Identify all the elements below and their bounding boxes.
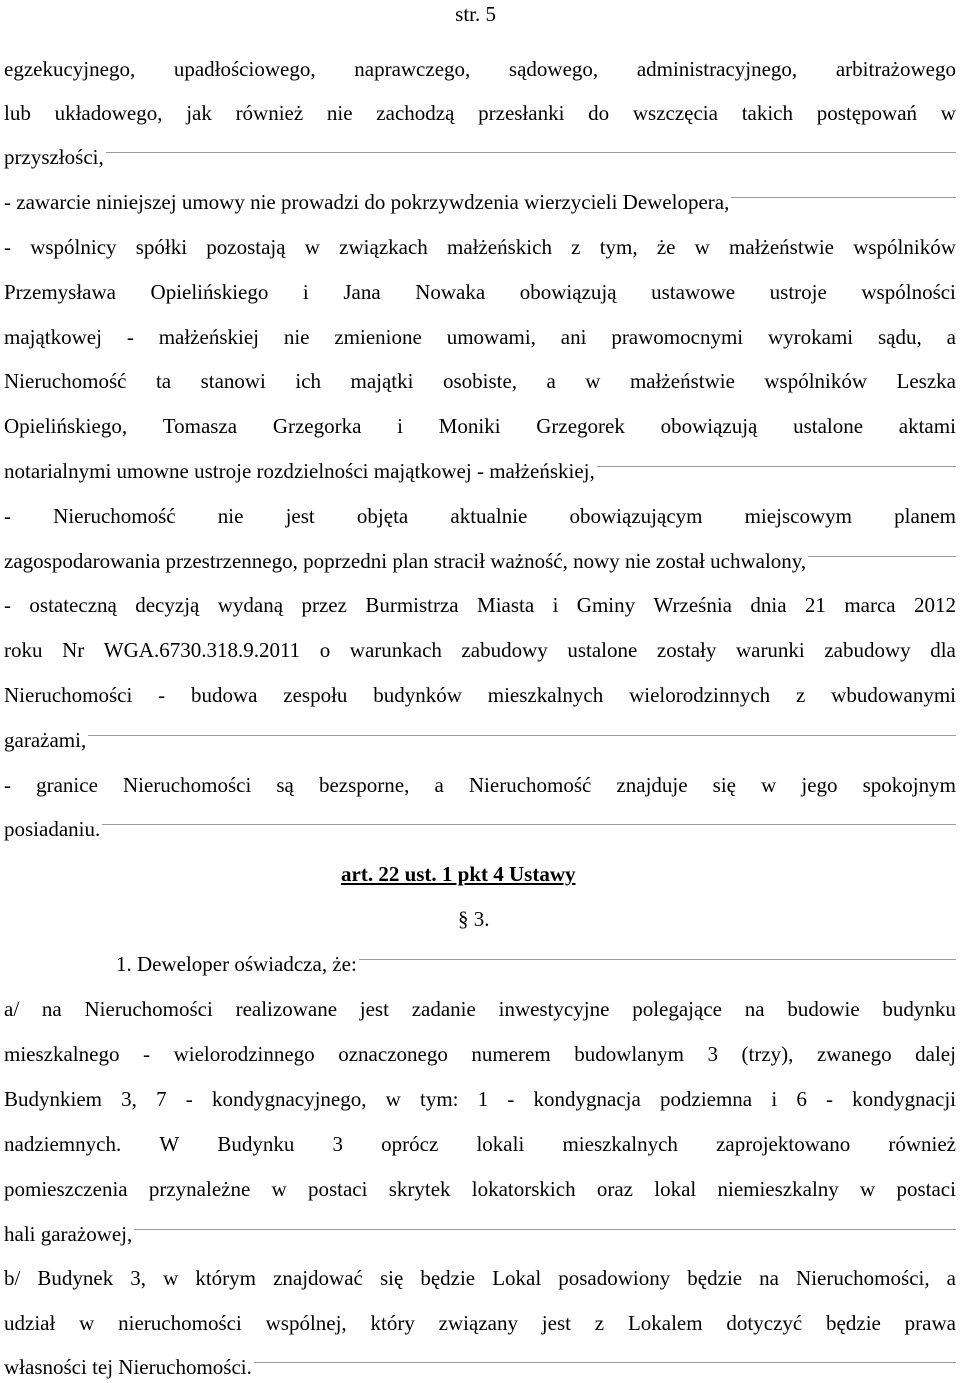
word: egzekucyjnego, (4, 57, 136, 81)
word: WGA.6730.318.9.2011 (103, 638, 301, 662)
fill-rule (597, 466, 956, 467)
word: roku (4, 638, 43, 662)
word: oprócz (381, 1132, 439, 1156)
text-line (4, 680, 956, 710)
text-line-content: 1. Deweloper oświadcza, że: (116, 952, 357, 976)
word: polegające (632, 997, 722, 1021)
word: w (385, 1087, 401, 1111)
word: 3 (707, 1042, 718, 1066)
word: a (946, 1266, 956, 1290)
text-line (4, 1129, 956, 1159)
word: lub (4, 101, 31, 125)
word: się (712, 773, 736, 797)
text-line (4, 501, 956, 531)
word: obowiązują (519, 280, 617, 304)
word: niemieszkalny (717, 1177, 839, 1201)
word: będzie (420, 1266, 476, 1290)
text-line (4, 994, 956, 1024)
word: i (771, 1087, 778, 1111)
word: pozostają (206, 235, 286, 259)
word: 7 (156, 1087, 167, 1111)
word: w (163, 1266, 179, 1290)
text-line-content: przyszłości, (4, 145, 104, 169)
word: Opielińskiego, (4, 414, 128, 438)
word: Grzegorka (272, 414, 362, 438)
word: nie (326, 101, 353, 125)
word: Grzegorek (536, 414, 625, 438)
word: Leszka (896, 369, 956, 393)
word: numerem (471, 1042, 551, 1066)
word: na (759, 1266, 779, 1290)
word: i (552, 593, 559, 617)
word: kondygnacji (852, 1087, 956, 1111)
word: że (656, 235, 676, 259)
word: Tomasza (162, 414, 238, 438)
word: małżeństwie (729, 235, 835, 259)
text-line (4, 54, 956, 84)
word: nadziemnych. (4, 1132, 122, 1156)
word: ostateczną (29, 593, 117, 617)
word: się (379, 1266, 404, 1290)
word: wszczęcia (632, 101, 718, 125)
text-line (4, 142, 956, 172)
text-line-content: garażami, (4, 728, 87, 752)
text-line (4, 366, 956, 396)
word: ta (155, 369, 172, 393)
word: w (304, 235, 320, 259)
word: - (826, 1087, 833, 1111)
word: w (761, 773, 777, 797)
word: związkach (339, 235, 428, 259)
word: - (507, 1087, 515, 1111)
word: w (79, 1311, 95, 1335)
word: - (158, 683, 166, 707)
text-line-content: notarialnymi umowne ustroje rozdzielności majątkowej - małżeńskiej, (4, 459, 595, 483)
word: obowiązują (660, 414, 758, 438)
word: wspólnicy (30, 235, 117, 259)
word: naprawczego, (354, 57, 471, 81)
word: budynku (882, 997, 956, 1021)
word: (trzy), (741, 1042, 794, 1066)
word: zaprojektowano (716, 1132, 851, 1156)
word: miejscowym (744, 504, 852, 528)
word: a (946, 325, 956, 349)
word: wspólników (853, 235, 956, 259)
word: postaci (896, 1177, 956, 1201)
word: warunkach (349, 638, 442, 662)
text-line (4, 411, 956, 441)
text-line (4, 232, 956, 262)
word: zostały (656, 638, 717, 662)
word: ich (295, 369, 322, 393)
word: podziemna (660, 1087, 753, 1111)
word: wspólnej, (265, 1311, 347, 1335)
word: 3, (121, 1087, 137, 1111)
text-line (4, 98, 956, 128)
text-line (4, 1039, 956, 1069)
word: tym, (599, 235, 638, 259)
word: na (744, 997, 765, 1021)
word: obowiązującym (569, 504, 703, 528)
word: b/ (4, 1266, 21, 1290)
word: Lokal (492, 1266, 542, 1290)
text-line (116, 949, 956, 979)
fill-rule (106, 152, 956, 153)
text-line (4, 770, 956, 800)
word: w (694, 235, 710, 259)
word: lokal (654, 1177, 697, 1201)
text-line (4, 1352, 956, 1382)
word: wielorodzinnych (629, 683, 771, 707)
word: postępowań (816, 101, 918, 125)
word: Września (653, 593, 732, 617)
word: - (4, 593, 11, 617)
text-line (4, 725, 956, 755)
word: budowlanym (574, 1042, 684, 1066)
fill-rule (808, 556, 956, 557)
word: jest (285, 504, 315, 528)
word: z (594, 1311, 605, 1335)
word: 6 (796, 1087, 807, 1111)
text-line-content: posiadaniu. (4, 817, 101, 841)
word: znajdować (273, 1266, 363, 1290)
word: i (302, 280, 309, 304)
word: 21 (804, 593, 826, 617)
word: spółki (135, 235, 188, 259)
word: ustalone (567, 638, 638, 662)
word: jak (186, 101, 212, 125)
text-line (4, 187, 956, 217)
word: z (796, 683, 806, 707)
word: a (546, 369, 556, 393)
word: dalej (915, 1042, 956, 1066)
word: wspólników (764, 369, 868, 393)
word: 2012 (914, 593, 956, 617)
word: dnia (750, 593, 787, 617)
word: majątkowej (4, 325, 102, 349)
word: również (888, 1132, 956, 1156)
word: realizowane (235, 997, 338, 1021)
word: będzie (826, 1311, 881, 1335)
word: nieruchomości (118, 1311, 242, 1335)
word: inwestycyjne (498, 997, 610, 1021)
word: wyrokami (767, 325, 854, 349)
word: posadowiony (558, 1266, 671, 1290)
word: lokatorskich (471, 1177, 576, 1201)
word: kondygnacja (533, 1087, 641, 1111)
word: oraz (596, 1177, 633, 1201)
word: planem (894, 504, 956, 528)
word: budowa (190, 683, 258, 707)
fill-rule (254, 1362, 956, 1363)
word: związany (438, 1311, 518, 1335)
fill-rule (102, 824, 956, 825)
word: znajduje (616, 773, 688, 797)
word: warunki (735, 638, 805, 662)
word: w (585, 369, 601, 393)
text-line-content: własności tej Nieruchomości. (4, 1355, 252, 1379)
word: przez (301, 593, 347, 617)
word: mieszkalnego (4, 1042, 120, 1066)
word: mieszkalnych (487, 683, 604, 707)
word: arbitrażowego (835, 57, 956, 81)
word: Nieruchomości, (796, 1266, 930, 1290)
text-line (4, 1263, 956, 1293)
word: ustawowe (651, 280, 736, 304)
word: postaci (307, 1177, 368, 1201)
word: Przemysława (4, 280, 116, 304)
word: do (588, 101, 610, 125)
word: Nowaka (415, 280, 486, 304)
word: administracyjnego, (636, 57, 798, 81)
fill-rule (134, 1229, 956, 1230)
word: jest (541, 1311, 571, 1335)
text-line (4, 814, 956, 844)
word: Moniki (438, 414, 501, 438)
fill-rule (359, 959, 956, 960)
word: umowami, (446, 325, 536, 349)
word: Nieruchomość (4, 369, 127, 393)
word: kondygnacyjnego, (211, 1087, 367, 1111)
fill-rule (88, 735, 956, 736)
word: bezsporne, (318, 773, 410, 797)
word: 3, (130, 1266, 147, 1290)
word: będzie (687, 1266, 743, 1290)
word: prawomocnymi (611, 325, 744, 349)
word: Budynek (37, 1266, 114, 1290)
text-line-content: zagospodarowania przestrzennego, poprzedni plan stracił ważność, nowy nie został uchwalony, (4, 549, 807, 573)
word: zabudowy (824, 638, 911, 662)
text-line (4, 1084, 956, 1114)
text-line (4, 546, 956, 576)
word: Budynku (217, 1132, 295, 1156)
text-line (4, 277, 956, 307)
word: zespołu (283, 683, 348, 707)
text-line-content: hali garażowej, (4, 1222, 133, 1246)
word: układowego, (54, 101, 163, 125)
text-line (4, 590, 956, 620)
word: zmienione (334, 325, 422, 349)
word: małżeńskich (446, 235, 552, 259)
word: ustroje (769, 280, 827, 304)
word: w (271, 1177, 287, 1201)
word: majątki (350, 369, 414, 393)
word: objęta (356, 504, 409, 528)
word: nie (217, 504, 244, 528)
word: zachodzą (376, 101, 455, 125)
word: aktualnie (450, 504, 528, 528)
word: decyzją (135, 593, 200, 617)
word: Nieruchomości (122, 773, 252, 797)
word: na (41, 997, 62, 1021)
word: Miasta (477, 593, 535, 617)
word: udział (4, 1311, 56, 1335)
text-line (4, 456, 956, 486)
word: przynależne (148, 1177, 251, 1201)
word: są (276, 773, 294, 797)
word: prawa (904, 1311, 956, 1335)
word: którym (195, 1266, 257, 1290)
word: zwanego (816, 1042, 892, 1066)
word: sądu, (878, 325, 922, 349)
word: małżeńskiej (158, 325, 259, 349)
word: Lokalem (627, 1311, 703, 1335)
text-line (4, 322, 956, 352)
word: dotyczyć (726, 1311, 803, 1335)
word: oznaczonego (338, 1042, 448, 1066)
word: wydaną (217, 593, 284, 617)
fill-rule (731, 197, 956, 198)
word: jest (359, 997, 389, 1021)
word: Nieruchomość (468, 773, 592, 797)
text-line (4, 635, 956, 665)
word: a (434, 773, 444, 797)
word: Opielińskiego (150, 280, 269, 304)
article-heading: art. 22 ust. 1 pkt 4 Ustawy (341, 862, 576, 886)
word: spokojnym (862, 773, 956, 797)
word: pomieszczenia (4, 1177, 128, 1201)
word: a/ (4, 997, 20, 1021)
word: wspólności (861, 280, 956, 304)
page-number: str. 5 (455, 2, 496, 26)
word: Nieruchomość (53, 504, 176, 528)
text-line (4, 1174, 956, 1204)
word: o (319, 638, 331, 662)
word: lokali (476, 1132, 525, 1156)
word: sądowego, (508, 57, 599, 81)
word: Gminy (576, 593, 636, 617)
word: stanowi (200, 369, 266, 393)
section-mark: § 3. (458, 907, 490, 931)
word: - (185, 1087, 193, 1111)
word: dla (930, 638, 956, 662)
word: granice (36, 773, 98, 797)
word: - (4, 504, 11, 528)
word: zadanie (411, 997, 476, 1021)
word: 3 (332, 1132, 344, 1156)
word: Nr (62, 638, 85, 662)
word: nie (283, 325, 310, 349)
word: jego (801, 773, 838, 797)
word: który (370, 1311, 415, 1335)
word: Budynkiem (4, 1087, 102, 1111)
word: budynków (373, 683, 462, 707)
word: skrytek (388, 1177, 451, 1201)
text-line (4, 1219, 956, 1249)
word: wbudowanymi (831, 683, 956, 707)
word: marca (844, 593, 896, 617)
word: Jana (343, 280, 381, 304)
word: aktami (898, 414, 956, 438)
word: Nieruchomości (4, 683, 133, 707)
word: z (571, 235, 581, 259)
word: upadłościowego, (173, 57, 316, 81)
word: w (860, 1177, 876, 1201)
word: budowie (787, 997, 860, 1021)
word: 1 (477, 1087, 489, 1111)
word: w (940, 101, 956, 125)
word: Nieruchomości (84, 997, 213, 1021)
word: osobiste, (442, 369, 518, 393)
word: małżeństwie (629, 369, 735, 393)
word: również (235, 101, 304, 125)
word: takich (741, 101, 793, 125)
word: - (143, 1042, 151, 1066)
text-line-content: - zawarcie niniejszej umowy nie prowadzi do pokrzywdzenia wierzycieli Dewelopera, (4, 190, 730, 214)
word: zabudowy (461, 638, 548, 662)
word: - (4, 235, 11, 259)
word: mieszkalnych (562, 1132, 678, 1156)
word: tym: (420, 1087, 459, 1111)
word: - (126, 325, 134, 349)
word: ani (560, 325, 587, 349)
word: - (4, 773, 11, 797)
word: przesłanki (478, 101, 565, 125)
word: Burmistrza (365, 593, 459, 617)
word: ustalone (793, 414, 864, 438)
word: W (159, 1132, 180, 1156)
text-line (4, 1308, 956, 1338)
word: wielorodzinnego (173, 1042, 315, 1066)
word: i (397, 414, 403, 438)
